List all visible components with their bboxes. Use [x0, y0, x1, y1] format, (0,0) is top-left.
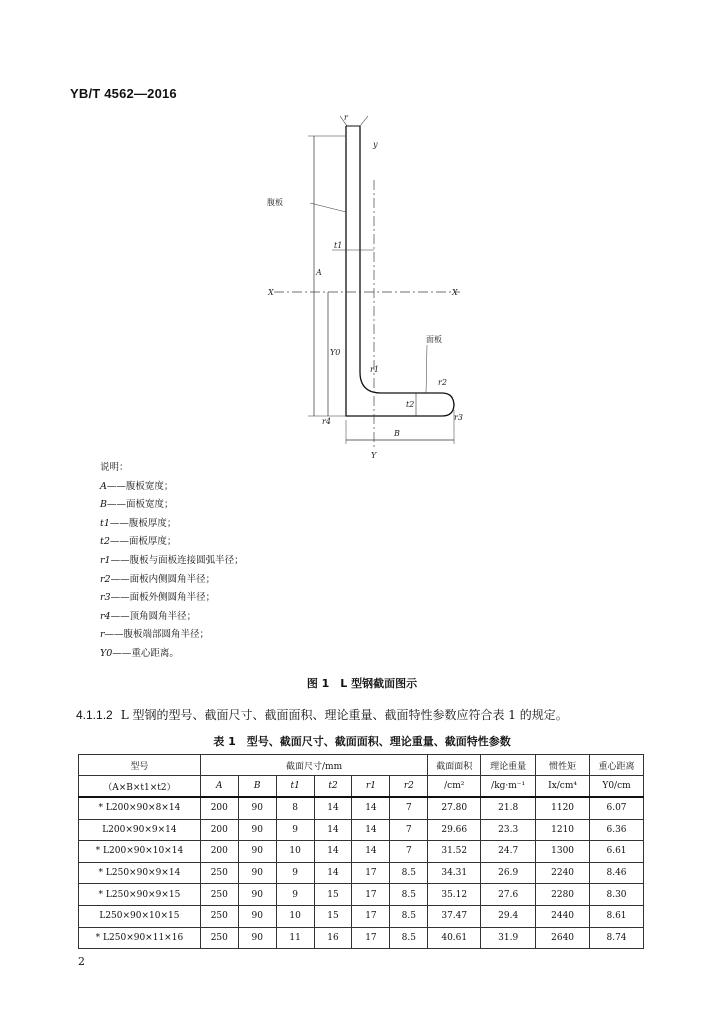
- value-cell: 8.30: [590, 884, 644, 906]
- clause-paragraph: [76, 706, 568, 723]
- area-unit-header: /cm²: [428, 776, 481, 798]
- value-cell: 8.5: [390, 905, 428, 927]
- value-cell: 17: [352, 862, 390, 884]
- value-cell: 90: [238, 927, 276, 949]
- value-cell: 200: [200, 797, 238, 819]
- value-cell: 250: [200, 927, 238, 949]
- value-cell: 14: [314, 862, 352, 884]
- value-cell: 23.3: [481, 819, 536, 841]
- legend-item: r——腹板端部圆角半径；: [100, 629, 210, 641]
- dim-col-header: A: [200, 776, 238, 798]
- value-cell: 17: [352, 927, 390, 949]
- dim-col-header: t2: [314, 776, 352, 798]
- legend-item: r4——顶角圆角半径；: [100, 610, 197, 622]
- y-axis-bottom-label: Y: [371, 451, 377, 460]
- area-header: 截面面积: [428, 755, 481, 776]
- value-cell: 16: [314, 927, 352, 949]
- table-row: [79, 884, 644, 906]
- value-cell: 8.74: [590, 927, 644, 949]
- value-cell: 37.47: [428, 905, 481, 927]
- value-cell: 31.9: [481, 927, 536, 949]
- value-cell: 35.12: [428, 884, 481, 906]
- x-axis-left-label: X: [268, 288, 274, 297]
- value-cell: 14: [314, 819, 352, 841]
- model-cell: * L250×90×9×15: [79, 884, 201, 906]
- section-dims-header: 截面尺寸/mm: [200, 755, 427, 776]
- model-cell: * L200×90×8×14: [79, 797, 201, 819]
- value-cell: 2240: [536, 862, 590, 884]
- value-cell: 9: [276, 862, 314, 884]
- legend-item: B——面板宽度；: [100, 499, 174, 511]
- value-cell: 14: [352, 819, 390, 841]
- value-cell: 8.5: [390, 927, 428, 949]
- value-cell: 1300: [536, 841, 590, 863]
- table-row: [79, 927, 644, 949]
- b-dimension-label: B: [394, 429, 400, 438]
- value-cell: 11: [276, 927, 314, 949]
- value-cell: 9: [276, 819, 314, 841]
- value-cell: 8.5: [390, 862, 428, 884]
- table-caption: 表 1 型号、截面尺寸、截面面积、理论重量、截面特性参数: [213, 735, 511, 748]
- dim-col-header: r2: [390, 776, 428, 798]
- value-cell: 10: [276, 905, 314, 927]
- model-cell: L250×90×10×15: [79, 905, 201, 927]
- r3-label: r3: [454, 413, 463, 422]
- r4-label: r4: [322, 417, 331, 426]
- model-formula-header: （A×B×t1×t2）: [79, 776, 201, 798]
- value-cell: 6.07: [590, 797, 644, 819]
- r2-label: r2: [438, 378, 447, 387]
- model-cell: * L250×90×9×14: [79, 862, 201, 884]
- x-axis-right-label: X: [452, 288, 458, 297]
- value-cell: 90: [238, 884, 276, 906]
- dim-col-header: B: [238, 776, 276, 798]
- value-cell: 34.31: [428, 862, 481, 884]
- legend-item: r3——面板外侧圆角半径；: [100, 592, 216, 604]
- value-cell: 26.9: [481, 862, 536, 884]
- value-cell: 9: [276, 884, 314, 906]
- table-row: [79, 841, 644, 863]
- flange-label: 面板: [426, 335, 442, 344]
- l-section-outline: [346, 126, 454, 416]
- value-cell: 27.6: [481, 884, 536, 906]
- weight-header: 理论重量: [481, 755, 536, 776]
- value-cell: 7: [390, 797, 428, 819]
- y-axis-top-label: y: [373, 140, 378, 149]
- t2-label: t2: [406, 400, 415, 409]
- l-section-diagram: [250, 110, 480, 465]
- value-cell: 17: [352, 884, 390, 906]
- value-cell: 200: [200, 841, 238, 863]
- value-cell: 90: [238, 862, 276, 884]
- value-cell: 27.80: [428, 797, 481, 819]
- table-row: [79, 797, 644, 819]
- spec-table: [78, 754, 644, 949]
- table-row: [79, 905, 644, 927]
- value-cell: 29.4: [481, 905, 536, 927]
- value-cell: 14: [314, 797, 352, 819]
- value-cell: 1120: [536, 797, 590, 819]
- dim-col-header: t1: [276, 776, 314, 798]
- model-cell: * L200×90×10×14: [79, 841, 201, 863]
- centroid-unit-header: Y0/cm: [590, 776, 644, 798]
- value-cell: 40.61: [428, 927, 481, 949]
- value-cell: 24.7: [481, 841, 536, 863]
- value-cell: 250: [200, 862, 238, 884]
- inertia-unit-header: Ix/cm⁴: [536, 776, 590, 798]
- t1-label: t1: [334, 241, 343, 250]
- value-cell: 14: [352, 797, 390, 819]
- value-cell: 2280: [536, 884, 590, 906]
- value-cell: 8.61: [590, 905, 644, 927]
- value-cell: 250: [200, 905, 238, 927]
- page-number: 2: [78, 955, 85, 968]
- figure-caption: 图 1 L 型钢截面图示: [306, 677, 418, 690]
- value-cell: 90: [238, 819, 276, 841]
- value-cell: 90: [238, 841, 276, 863]
- legend-item: r2——面板内侧圆角半径；: [100, 573, 216, 585]
- value-cell: 200: [200, 819, 238, 841]
- value-cell: 15: [314, 884, 352, 906]
- r1-label: r1: [370, 365, 379, 374]
- centroid-header: 重心距离: [590, 755, 644, 776]
- value-cell: 6.36: [590, 819, 644, 841]
- r-label: r: [344, 113, 348, 122]
- model-header: 型号: [79, 755, 201, 776]
- model-cell: L200×90×9×14: [79, 819, 201, 841]
- table-row: [79, 862, 644, 884]
- value-cell: 2440: [536, 905, 590, 927]
- web-label: 腹板: [267, 198, 283, 207]
- a-dimension-label: A: [316, 268, 322, 277]
- table-row: [79, 819, 644, 841]
- value-cell: 6.61: [590, 841, 644, 863]
- value-cell: 29.66: [428, 819, 481, 841]
- legend-item: Y0——重心距离。: [100, 647, 179, 659]
- standard-code: YB/T 4562—2016: [70, 86, 177, 101]
- value-cell: 14: [314, 841, 352, 863]
- y0-label: Y0: [330, 348, 341, 357]
- value-cell: 250: [200, 884, 238, 906]
- value-cell: 7: [390, 841, 428, 863]
- value-cell: 7: [390, 819, 428, 841]
- value-cell: 31.52: [428, 841, 481, 863]
- legend-item: t2——面板厚度；: [100, 536, 177, 548]
- legend-title: 说明：: [100, 462, 129, 473]
- clause-number: 4.1.1.2: [76, 708, 113, 722]
- inertia-header: 惯性矩: [536, 755, 590, 776]
- value-cell: 17: [352, 905, 390, 927]
- value-cell: 90: [238, 905, 276, 927]
- value-cell: 8: [276, 797, 314, 819]
- value-cell: 10: [276, 841, 314, 863]
- value-cell: 15: [314, 905, 352, 927]
- clause-text: L 型钢的型号、截面尺寸、截面面积、理论重量、截面特性参数应符合表 1 的规定。: [120, 708, 568, 722]
- value-cell: 2640: [536, 927, 590, 949]
- value-cell: 21.8: [481, 797, 536, 819]
- value-cell: 8.46: [590, 862, 644, 884]
- value-cell: 14: [352, 841, 390, 863]
- dim-col-header: r1: [352, 776, 390, 798]
- value-cell: 8.5: [390, 884, 428, 906]
- value-cell: 90: [238, 797, 276, 819]
- legend-item: t1——腹板厚度；: [100, 517, 177, 529]
- model-cell: * L250×90×11×16: [79, 927, 201, 949]
- legend-item: r1——腹板与面板连接圆弧半径；: [100, 554, 244, 566]
- value-cell: 1210: [536, 819, 590, 841]
- legend-item: A——腹板宽度；: [100, 480, 174, 492]
- legend: [100, 459, 244, 664]
- weight-unit-header: /kg·m⁻¹: [481, 776, 536, 798]
